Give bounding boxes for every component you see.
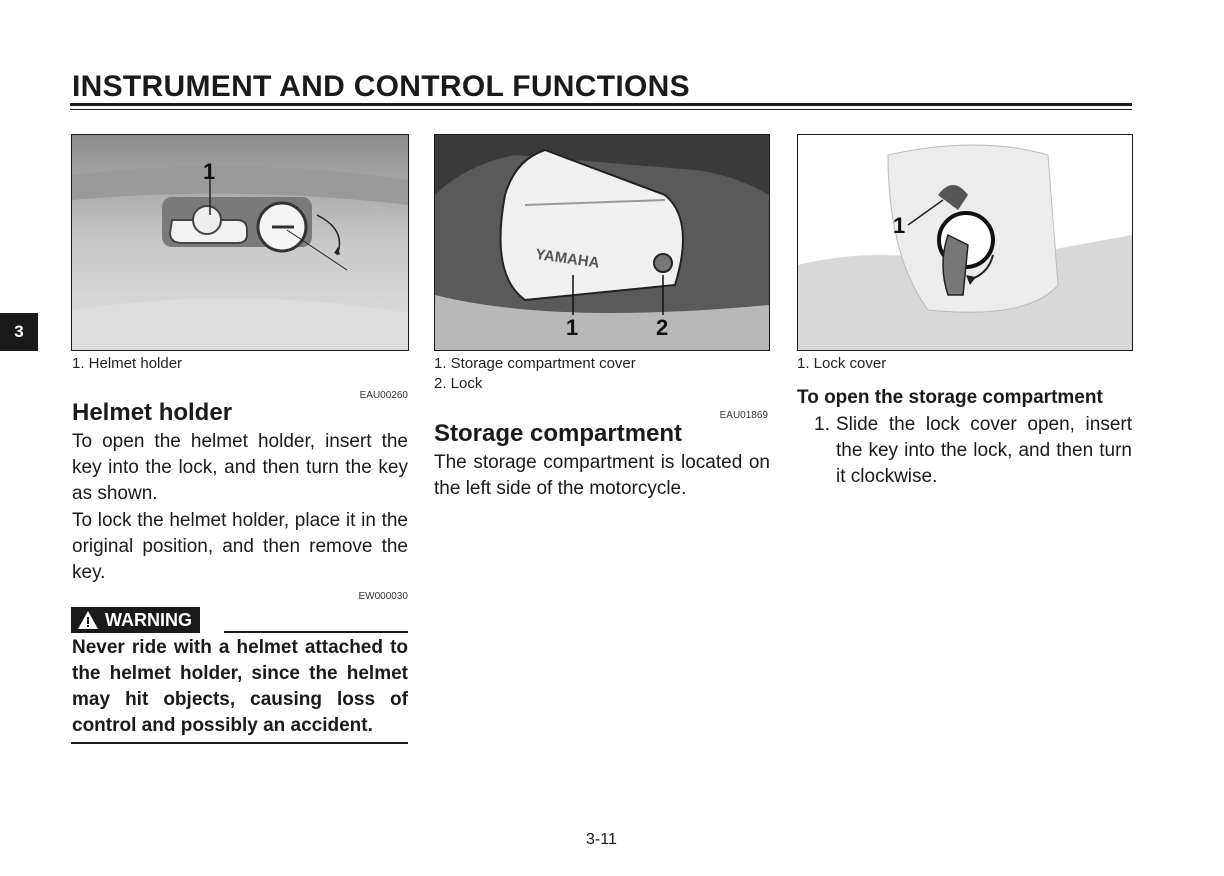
warning-label: WARNING xyxy=(105,610,192,630)
page-title: INSTRUMENT AND CONTROL FUNCTIONS xyxy=(72,70,690,103)
storage-section-code: EAU01869 xyxy=(719,410,768,421)
warning-header xyxy=(71,607,200,633)
helmet-para-1: To open the helmet holder, insert the key into the lock, and then turn the key as shown. xyxy=(72,431,408,504)
storage-section-title: Storage compartment xyxy=(434,420,683,447)
open-step-text: Slide the lock cover open, insert the key into the lock, and then turn it clockwise. xyxy=(836,414,1132,487)
storage-para: The storage compartment is located on the left side of the motorcycle. xyxy=(434,452,770,499)
open-step-number: 1. xyxy=(814,414,830,435)
storage-callout-1: 1 xyxy=(566,315,579,340)
storage-callout-2: 2 xyxy=(656,315,669,340)
lock-figure-caption: 1. Lock cover xyxy=(797,355,887,372)
title-rule-thin xyxy=(70,109,1132,110)
warning-bottom-line xyxy=(71,742,408,744)
helmet-section-code: EAU00260 xyxy=(359,390,408,401)
page-number: 3-11 xyxy=(586,831,617,848)
storage-figure-caption-1: 1. Storage compartment cover xyxy=(434,355,636,372)
storage-figure-caption-2: 2. Lock xyxy=(434,375,483,392)
yamaha-logo: YAMAHA xyxy=(534,245,601,272)
warning-triangle-icon xyxy=(77,610,99,630)
lock-cover-photo xyxy=(797,134,1133,351)
helmet-para-2: To lock the helmet holder, place it in the original position, and then remove the key. xyxy=(72,510,408,583)
helmet-section-title: Helmet holder xyxy=(72,399,233,426)
helmet-callout-1: 1 xyxy=(203,159,216,184)
lock-callout-1: 1 xyxy=(893,213,906,238)
open-section-title: To open the storage compartment xyxy=(797,387,1103,408)
storage-compartment-photo xyxy=(434,134,770,351)
helmet-holder-photo xyxy=(71,134,409,351)
chapter-tab: 3 xyxy=(0,313,38,351)
warning-text: Never ride with a helmet attached to the helmet holder, since the helmet may hit objects, causing loss of control and possibly an accident. xyxy=(72,637,408,736)
title-rule-thick xyxy=(70,103,1132,106)
warning-code: EW000030 xyxy=(358,591,408,602)
helmet-figure-caption: 1. Helmet holder xyxy=(72,355,183,372)
warning-header-line xyxy=(224,631,408,633)
